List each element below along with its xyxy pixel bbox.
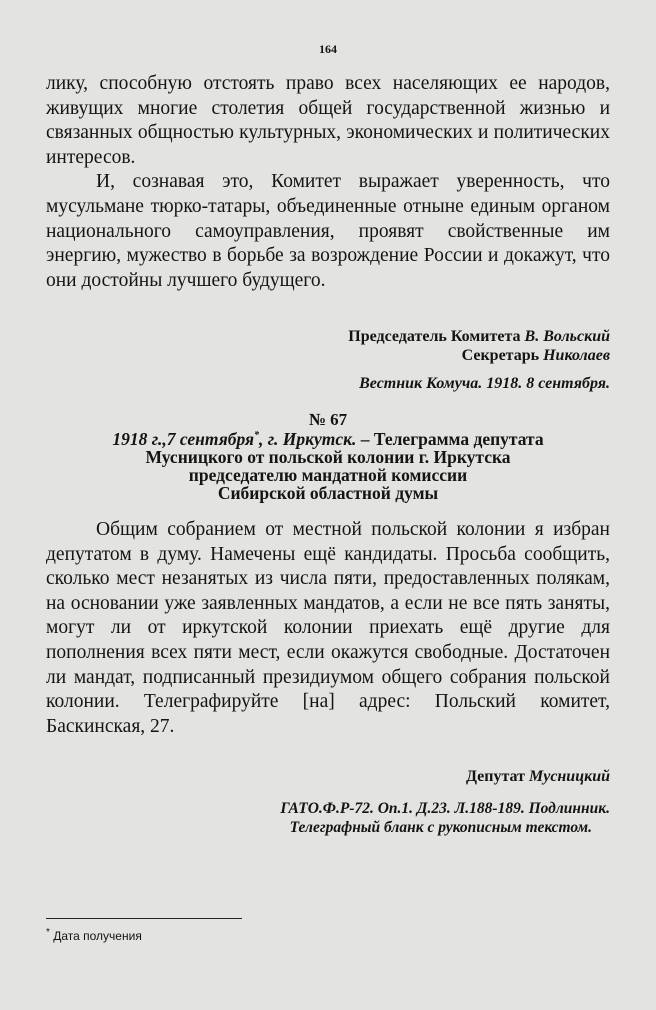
title-line: Сибирской областной думы (217, 483, 439, 503)
document-signature: Депутат Мусницкий (465, 768, 610, 785)
document-body (46, 518, 610, 739)
footnote-divider (46, 918, 242, 919)
paragraph: лику, способную отстоять право всех населяющих ее народов, живущих многие столетия общей государственной жизнью и связанных общностью культурных, экономических и политических интересов. (46, 73, 610, 168)
prev-signature-chairman: Председатель Комитета В. Вольский (348, 328, 610, 345)
footnote: * Дата получения (46, 927, 142, 943)
prev-document-text (46, 72, 610, 293)
title-line: председателю мандатной комиссии (188, 465, 468, 485)
document-number: № 67 (308, 410, 348, 429)
page-number: 164 (319, 42, 337, 56)
title-line: Мусницкого от польской колонии г. Иркутска (145, 447, 511, 467)
prev-source: Вестник Комуча. 1918. 8 сентября. (359, 375, 610, 392)
archive-reference: ГАТО.Ф.Р-72. Оп.1. Д.23. Л.188-189. Подлинник. Телеграфный бланк с рукописным текстом. (280, 800, 610, 836)
paragraph: Общим собранием от местной польской колонии я избран депутатом в думу. Намечены ещё кандидаты. Просьба сообщить, сколько мест незанятых из числа пяти, предоставленных полякам, на основании уже заявленных мандатов, а если не все пять заняты, могут ли от иркутской колонии приехать ещё другие для пополнения всех пяти мест, если окажутся свободные. Достаточен ли мандат, подписанный президиумом общего собрания польской колонии. Телеграфируйте [на] адрес: Польский комитет, Баскинская, 27. (46, 519, 610, 737)
paragraph: И, сознавая это, Комитет выражает уверенность, что мусульмане тюрко-татары, объединенные отныне единым органом национального самоуправления, проявят свойственные им энергию, мужество в борьбе за возрождение России и докажут, что они достойны лучшего будущего. (46, 171, 610, 291)
title-line: 1918 г.,7 сентября*, г. Иркутск. – Телеграмма депутата (112, 429, 544, 449)
prev-signature-secretary: Секретарь Николаев (461, 347, 610, 364)
document-title (46, 430, 610, 502)
